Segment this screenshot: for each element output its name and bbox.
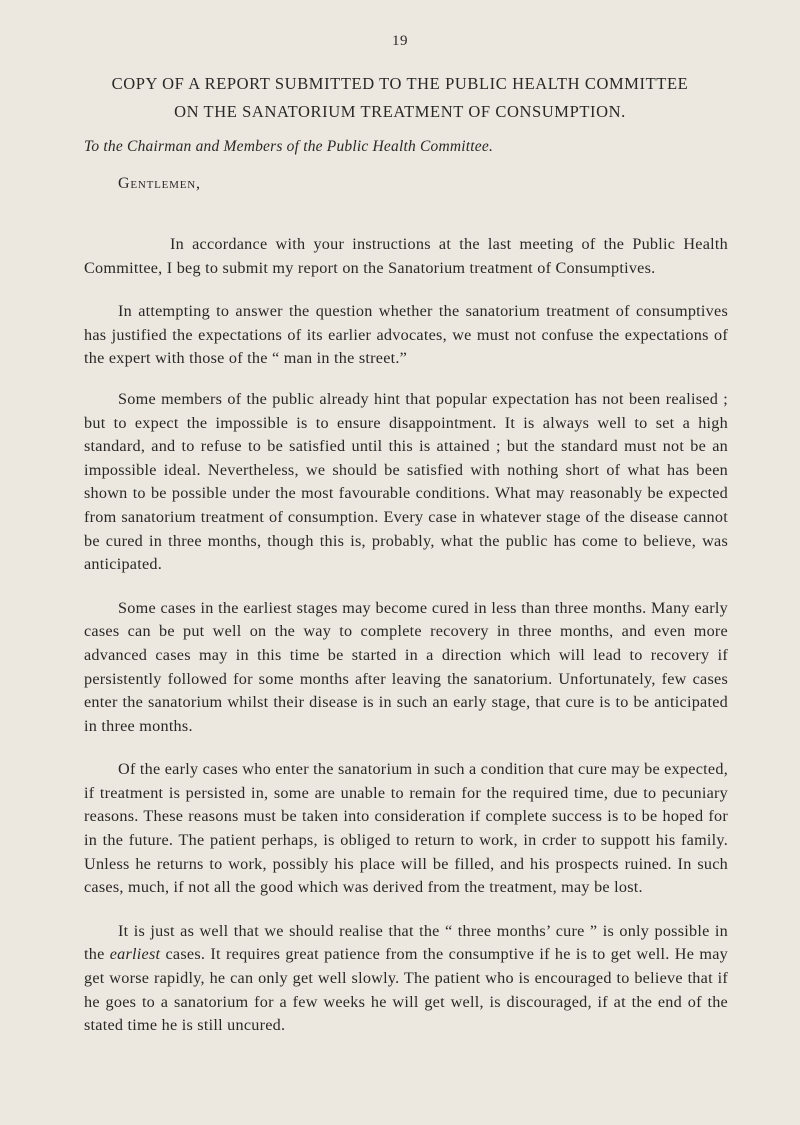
paragraph-2: In attempting to answer the question whether the sanatorium treatment of consumptives has justified the expectations of its earlier advocates, we must not confuse the expectations of the expert with those of the “ man in the street.”: [84, 302, 728, 368]
report-body: [84, 233, 728, 1058]
report-title-line-1: COPY OF A REPORT SUBMITTED TO THE PUBLIC HEALTH COMMITTEE: [111, 74, 689, 93]
paragraph-6-part-1: It is just as well that we should realise that the “ three months’ cure ” is only possible in the: [84, 921, 728, 964]
page-number: 19: [392, 33, 408, 49]
paragraph-6-part-2: cases. It requires great patience from the consumptive if he is to get well. He may get worse rapidly, he can only get well slowly. The patient who is encouraged to believe that if he goes to a sanatorium for a few weeks he will get well, is discouraged, if at the end of the stated time he is still uncured.: [84, 945, 728, 1035]
report-title-line-2: ON THE SANATORIUM TREATMENT OF CONSUMPTION.: [174, 102, 626, 121]
report-title: [60, 70, 740, 126]
address-line: To the Chairman and Members of the Public Health Committee.: [84, 138, 494, 155]
paragraph-6-emphasis: earliest: [109, 945, 161, 964]
salutation: Gentlemen,: [118, 175, 201, 192]
paragraph-6: [84, 920, 728, 1038]
paragraph-5: Of the early cases who enter the sanatorium in such a condition that cure may be expected, if treatment is persisted in, some are unable to remain for the required time, due to pecuniary reasons. These reasons must be taken into consideration if complete success is to be hoped for in the future. The patient perhaps, is obliged to return to work, in crder to suppott his family. Unless he returns to work, possibly his place will be filled, and his prospects ruined. In such cases, much, if not all the good which was derived from the treatment, may be lost.: [84, 760, 728, 897]
paragraph-4: Some cases in the earliest stages may become cured in less than three months. Many early cases can be put well on the way to complete recovery in three months, and even more advanced cases may in this time be started in a direction which will lead to recovery if persistently followed for some months after leaving the sanatorium. Unfortunately, few cases enter the sanatorium whilst their disease is in such an early stage, that cure is to be anticipated in three months.: [84, 598, 728, 735]
paragraph-3: Some members of the public already hint that popular expectation has not been realised ; but to expect the impossible is to ensure disappointment. It is always well to set a high standard, and to refuse to be satisfied until this is attained ; but the standard must not be an impossible ideal. Nevertheless, we should be satisfied with nothing short of what has been shown to be possible under the most favourable conditions. What may reasonably be expected from sanatorium treatment of consumption. Every case in whatever stage of the disease cannot be cured in three months, though this is, probably, what the public has come to believe, was anticipated.: [84, 389, 728, 574]
paragraph-1: In accordance with your instructions at the last meeting of the Public Health Committee, I beg to submit my report on the Sanatorium treatment of Consumptives.: [84, 235, 728, 277]
